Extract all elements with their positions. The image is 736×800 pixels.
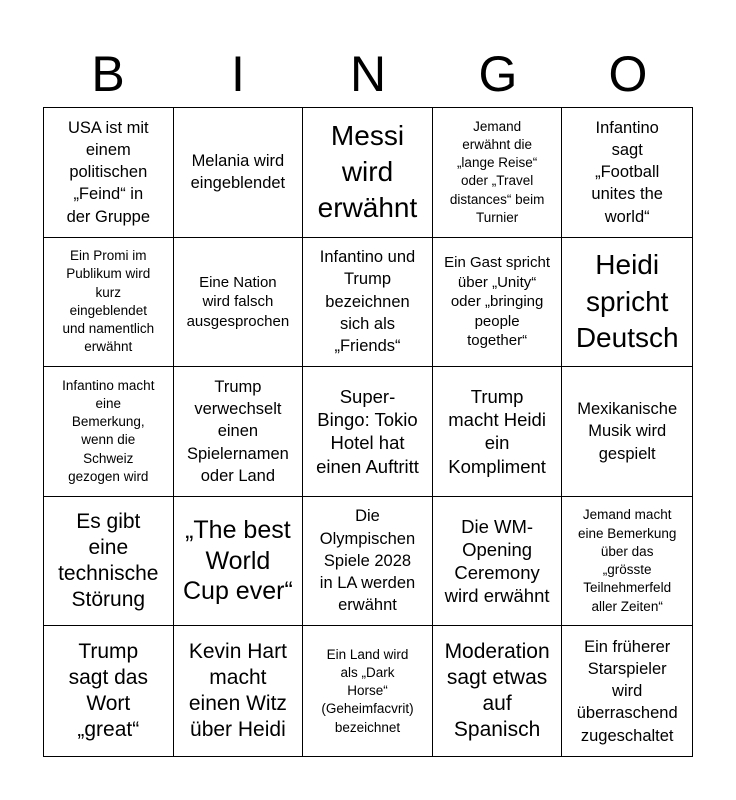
cell-text: Ein Land wird als „Dark Horse“ (Geheimfacvrit) bezeichnet <box>321 646 414 735</box>
cell-text: Messi wird erwähnt <box>317 119 418 224</box>
cell-text: Eine Nation wird falsch ausgesprochen <box>186 273 290 330</box>
bingo-cell-r5c3[interactable] <box>303 626 433 756</box>
bingo-cell-r5c1[interactable] <box>44 626 174 756</box>
cell-text: Es gibt eine technische Störung <box>58 509 159 612</box>
cell-text: Melania wird eingeblendet <box>190 152 286 193</box>
bingo-cell-r3c2[interactable] <box>174 367 304 497</box>
bingo-cell-r3c4[interactable] <box>433 367 563 497</box>
cell-text: Moderation sagt etwas auf Spanisch <box>444 639 550 742</box>
bingo-cell-r5c2[interactable] <box>174 626 304 756</box>
bingo-cell-r2c4[interactable] <box>433 238 563 368</box>
header-letter-g: G <box>478 46 518 102</box>
bingo-cell-r3c1[interactable] <box>44 367 174 497</box>
header-letter-o: O <box>608 46 648 102</box>
bingo-cell-r2c2[interactable] <box>174 238 304 368</box>
cell-text: Die Olympischen Spiele 2028 in LA werden erwähnt <box>319 507 416 615</box>
bingo-cell-r4c3[interactable] <box>303 497 433 627</box>
bingo-cell-r1c2[interactable] <box>174 108 304 238</box>
bingo-header <box>43 38 693 110</box>
bingo-cell-r2c5[interactable] <box>562 238 692 368</box>
cell-text: Ein früherer Starspieler wird überraschend zugeschaltet <box>576 637 678 745</box>
cell-text: Infantino sagt „Football unites the world“ <box>591 118 663 226</box>
bingo-cell-r3c3[interactable] <box>303 367 433 497</box>
header-letter-b: B <box>91 46 125 102</box>
header-letter-n: N <box>349 46 387 102</box>
cell-text: Infantino und Trump bezeichnen sich als „Friends“ <box>319 248 416 356</box>
bingo-cell-r2c1[interactable] <box>44 238 174 368</box>
cell-text: Jemand erwähnt die „lange Reise“ oder „Travel distances“ beim Turnier <box>449 118 545 225</box>
bingo-grid <box>43 107 693 757</box>
bingo-cell-r5c5[interactable] <box>562 626 692 756</box>
bingo-cell-r4c1[interactable] <box>44 497 174 627</box>
bingo-cell-r4c2[interactable] <box>174 497 304 627</box>
cell-text: Ein Gast spricht über „Unity“ oder „bringing people together“ <box>444 254 551 350</box>
bingo-cell-r1c1[interactable] <box>44 108 174 238</box>
bingo-cell-r5c4[interactable] <box>433 626 563 756</box>
bingo-cell-r4c5[interactable] <box>562 497 692 627</box>
cell-text: Trump sagt das Wort „great“ <box>68 639 148 742</box>
cell-text: Infantino macht eine Bemerkung, wenn die Schweiz gezogen wird <box>62 377 155 484</box>
bingo-cell-r1c4[interactable] <box>433 108 563 238</box>
cell-text: Trump verwechselt einen Spielernamen oder Land <box>186 377 289 485</box>
cell-text: Jemand macht eine Bemerkung über das „grösste Teilnehmerfeld aller Zeiten“ <box>578 507 677 614</box>
bingo-cell-r2c3[interactable] <box>303 238 433 368</box>
cell-text: Mexikanische Musik wird gespielt <box>577 400 678 463</box>
cell-text: Ein Promi im Publikum wird kurz eingeblendet und namentlich erwähnt <box>62 248 155 355</box>
header-letter-i: I <box>231 46 245 102</box>
bingo-cell-r1c5[interactable] <box>562 108 692 238</box>
cell-text: „The best World Cup ever“ <box>183 516 293 606</box>
cell-text: Kevin Hart macht einen Witz über Heidi <box>188 639 287 742</box>
bingo-cell-r3c5[interactable] <box>562 367 692 497</box>
bingo-cell-r1c3[interactable] <box>303 108 433 238</box>
cell-text: Super- Bingo: Tokio Hotel hat einen Auftritt <box>316 386 419 477</box>
cell-text: USA ist mit einem politischen „Feind“ in der Gruppe <box>66 118 151 226</box>
bingo-cell-r4c4[interactable] <box>433 497 563 627</box>
cell-text: Trump macht Heidi ein Kompliment <box>448 386 546 477</box>
cell-text: Die WM- Opening Ceremony wird erwähnt <box>444 515 550 607</box>
cell-text: Heidi spricht Deutsch <box>575 249 679 354</box>
